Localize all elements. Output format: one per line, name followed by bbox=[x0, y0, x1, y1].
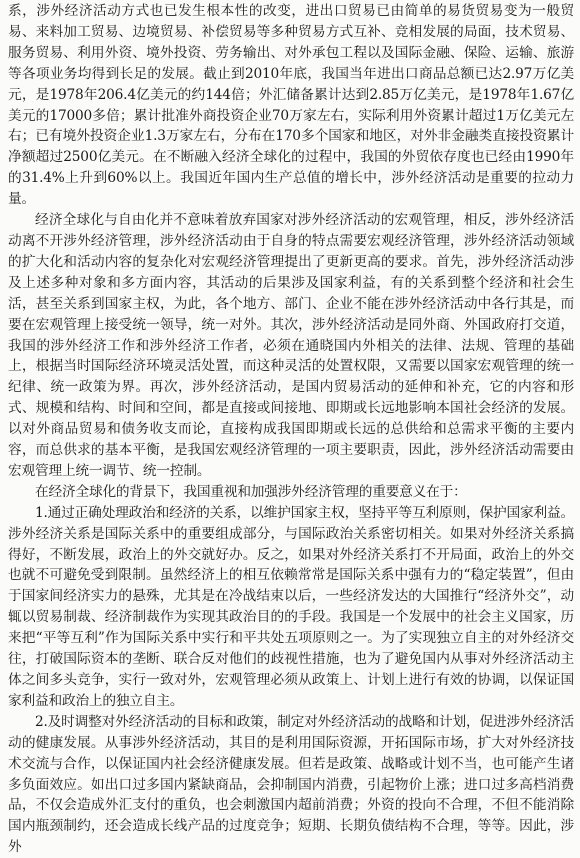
paragraph-continued: 系，涉外经济活动方式也已发生根本性的改变，进出口贸易已由简单的易货贸易变为一般贸易、来料加工贸易、边境贸易、补偿贸易等多种贸易方式互补、竞相发展的局面，技术贸易、服务贸易、利用外资、境外投资、劳务输出、对外承包工程以及国际金融、保险、运输、旅游等各项业务均得到长足的发展。截止到2010年底，我国当年进出口商品总额已达2.97万亿美元，是1978年206.4亿美元的约144倍；外汇储备累计达到2.85万亿美元，是1978年1.67亿美元的17000多倍；累计批准外商投资企业70万家左右，实际利用外资累计超过1万亿美元左右；已有境外投资企业1.3万家左右，分布在170多个国家和地区，对外非金融类直接投资累计净额超过2500亿美元。在不断融入经济全球化的过程中，我国的外贸依存度也已经由1990年的31.4%上升到60%以上。我国近年国内生产总值的增长中，涉外经济活动是重要的拉动力量。 bbox=[8, 3, 574, 208]
paragraph-point-1: 1.通过正确处理政治和经济的关系，以维护国家主权，坚持平等互利原则，保护国家利益。涉外经济关系是国际关系中的重要组成部分，与国际政治关系密切相关。如果对外经济关系搞得好，不断发展，政治上的外交就好办。反之，如果对外经济关系打不开局面，政治上的外交也就不可避免受到限制。虽然经济上的相互依赖常常是国际关系中强有力的“稳定装置”，但由于国家间经济实力的悬殊，尤其是在冷战结束以后，一些经济发达的大国推行“经济外交”，动辄以贸易制裁、经济制裁作为实现其政治目的的手段。我国是一个发展中的社会主义国家，历来把“平等互利”作为国际关系中实行和平共处五项原则之一。为了实现独立自主的对外经济交往，打破国际资本的垄断、联合反对他们的歧视性措施，也为了避免国内从事对外经济活动主体之间多头竞争，实行一致对外，宏观管理必须从政策上、计划上进行有效的协调，以保证国家利益和政治上的独立自主。 bbox=[8, 504, 574, 709]
paragraph-point-2: 2.及时调整对外经济活动的目标和政策，制定对外经济活动的战略和计划，促进涉外经济活动的健康发展。从事涉外经济活动，其目的是利用国际资源，开拓国际市场，扩大对外经济技术交流与合作，以保证国内社会经济健康发展。但若是政策、战略或计划不当，也可能产生诸多负面效应。如出口过多国内紧缺商品，会抑制国内消费，引起物价上涨；进口过多高档消费品，不仅会造成外汇支付的重负，也会刺激国内超前消费；外资的投向不合理，不但不能消除国内瓶颈制约，还会造成长线产品的过度竞争；短期、长期负债结构不合理，等等。因此，涉外 bbox=[8, 713, 574, 856]
paragraph-significance-intro: 在经济全球化的背景下，我国重视和加强涉外经济管理的重要意义在于： bbox=[35, 483, 467, 500]
paragraph-globalization-management: 经济全球化与自由化并不意味着放弃国家对涉外经济活动的宏观管理，相反，涉外经济活动离不开涉外经济管理，涉外经济活动由于自身的特点需要宏观经济管理，涉外经济活动领域的扩大化和活动内容的复杂化对宏观经济管理提出了更新更高的要求。首先，涉外经济活动涉及上述多种对象和多方面内容，其活动的后果涉及国家利益，有的关系到整个经济和社会生活，甚至关系到国家主权，为此，各个地方、部门、企业不能在涉外经济活动中各行其是，而要在宏观管理上接受统一领导，统一对外。其次，涉外经济活动是同外商、外国政府打交道，我国的涉外经济工作和涉外经济工作者，必须在通晓国内外相关的法律、法规、管理的基础上，根据当时国际经济环境灵活处置，而这种灵活的处置权限，又需要以国家宏观管理的统一纪律、统一政策为界。再次，涉外经济活动，是国内贸易活动的延伸和补充，它的内容和形式、规模和结构、时间和空间，都是直接或间接地、即期或长远地影响本国社会经济的发展。以对外商品贸易和债务收支而论，直接构成我国即期或长远的总供给和总需求平衡的主要内容，而总供求的基本平衡，是我国宏观经济管理的一项主要职责，因此，涉外经济活动需要由宏观管理上统一调节、统一控制。 bbox=[8, 212, 574, 479]
